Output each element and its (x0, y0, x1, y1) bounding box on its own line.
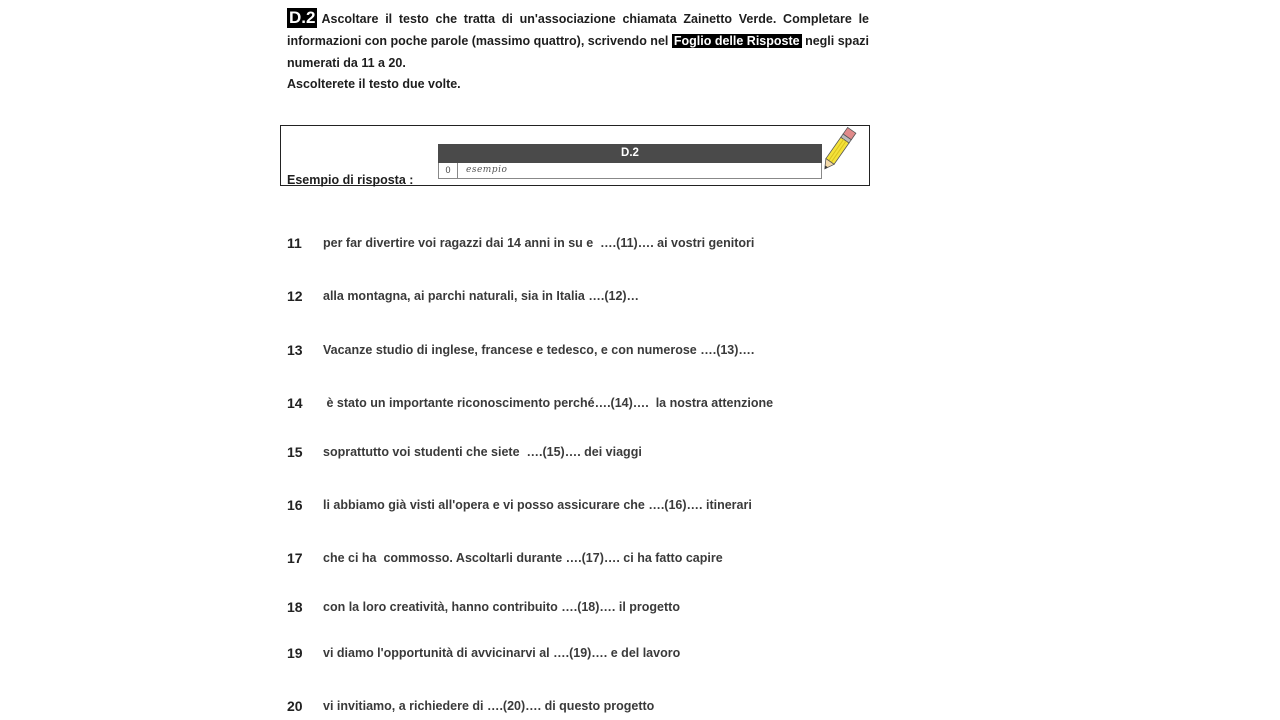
item-text: li abbiamo già visti all'opera e vi posso assicurare che ….(16)…. itinerari (323, 498, 752, 512)
pencil-icon (818, 124, 858, 176)
list-item (287, 286, 639, 306)
item-number: 12 (287, 288, 303, 304)
list-item (287, 548, 723, 568)
example-table-header: D.2 (438, 144, 822, 163)
item-text: alla montagna, ai parchi naturali, sia in Italia ….(12)… (323, 289, 640, 303)
item-number: 17 (287, 550, 303, 566)
instruction-text-part1: Ascoltare il testo che tratta di un'associazione chiamata Zainetto Verde. Completare le informazioni con poche parole (massimo quattro), scrivendo nel (287, 12, 869, 48)
item-number: 14 (287, 395, 303, 411)
item-text: Vacanze studio di inglese, francese e tedesco, e con numerose ….(13)…. (323, 343, 755, 357)
item-text: che ci ha commosso. Ascoltarli durante ….(17)…. ci ha fatto capire (323, 551, 723, 565)
item-number: 11 (287, 235, 302, 251)
instruction-text-part2: negli spazi numerati da 11 a 20. (287, 34, 869, 70)
list-item (287, 643, 680, 663)
item-text: con la loro creatività, hanno contribuito ….(18)…. il progetto (323, 600, 680, 614)
example-label: Esempio di risposta : (287, 173, 414, 187)
item-text: è stato un importante riconoscimento perché….(14)…. la nostra attenzione (323, 396, 774, 410)
listen-twice-note: Ascolterete il testo due volte. (287, 77, 461, 91)
list-item (287, 233, 754, 253)
list-item (287, 340, 754, 360)
item-number: 19 (287, 645, 303, 661)
example-row-value: esempio (466, 165, 508, 175)
list-item (287, 597, 680, 617)
item-number: 18 (287, 599, 303, 615)
item-text: vi diamo l'opportunità di avvicinarvi al ….(19)…. e del lavoro (323, 646, 681, 660)
item-text: soprattutto voi studenti che siete ….(15)…. dei viaggi (323, 445, 642, 459)
example-answer-table (438, 144, 822, 179)
item-text: per far divertire voi ragazzi dai 14 anni in su e ….(11)…. ai vostri genitori (323, 236, 755, 250)
item-number: 13 (287, 342, 303, 358)
section-label: D.2 (289, 8, 316, 27)
instruction-paragraph (287, 8, 869, 74)
list-item (287, 442, 642, 462)
instructions (287, 8, 869, 94)
item-number: 15 (287, 444, 303, 460)
list-item (287, 393, 773, 413)
item-text: vi invitiamo, a richiedere di ….(20)…. di questo progetto (323, 699, 655, 713)
list-item (287, 495, 752, 515)
example-row-number: 0 (439, 163, 458, 178)
example-table-row (438, 163, 822, 179)
answer-sheet-highlight: Foglio delle Risposte (673, 34, 800, 48)
list-item (287, 696, 654, 716)
item-number: 16 (287, 497, 303, 513)
item-number: 20 (287, 698, 303, 714)
